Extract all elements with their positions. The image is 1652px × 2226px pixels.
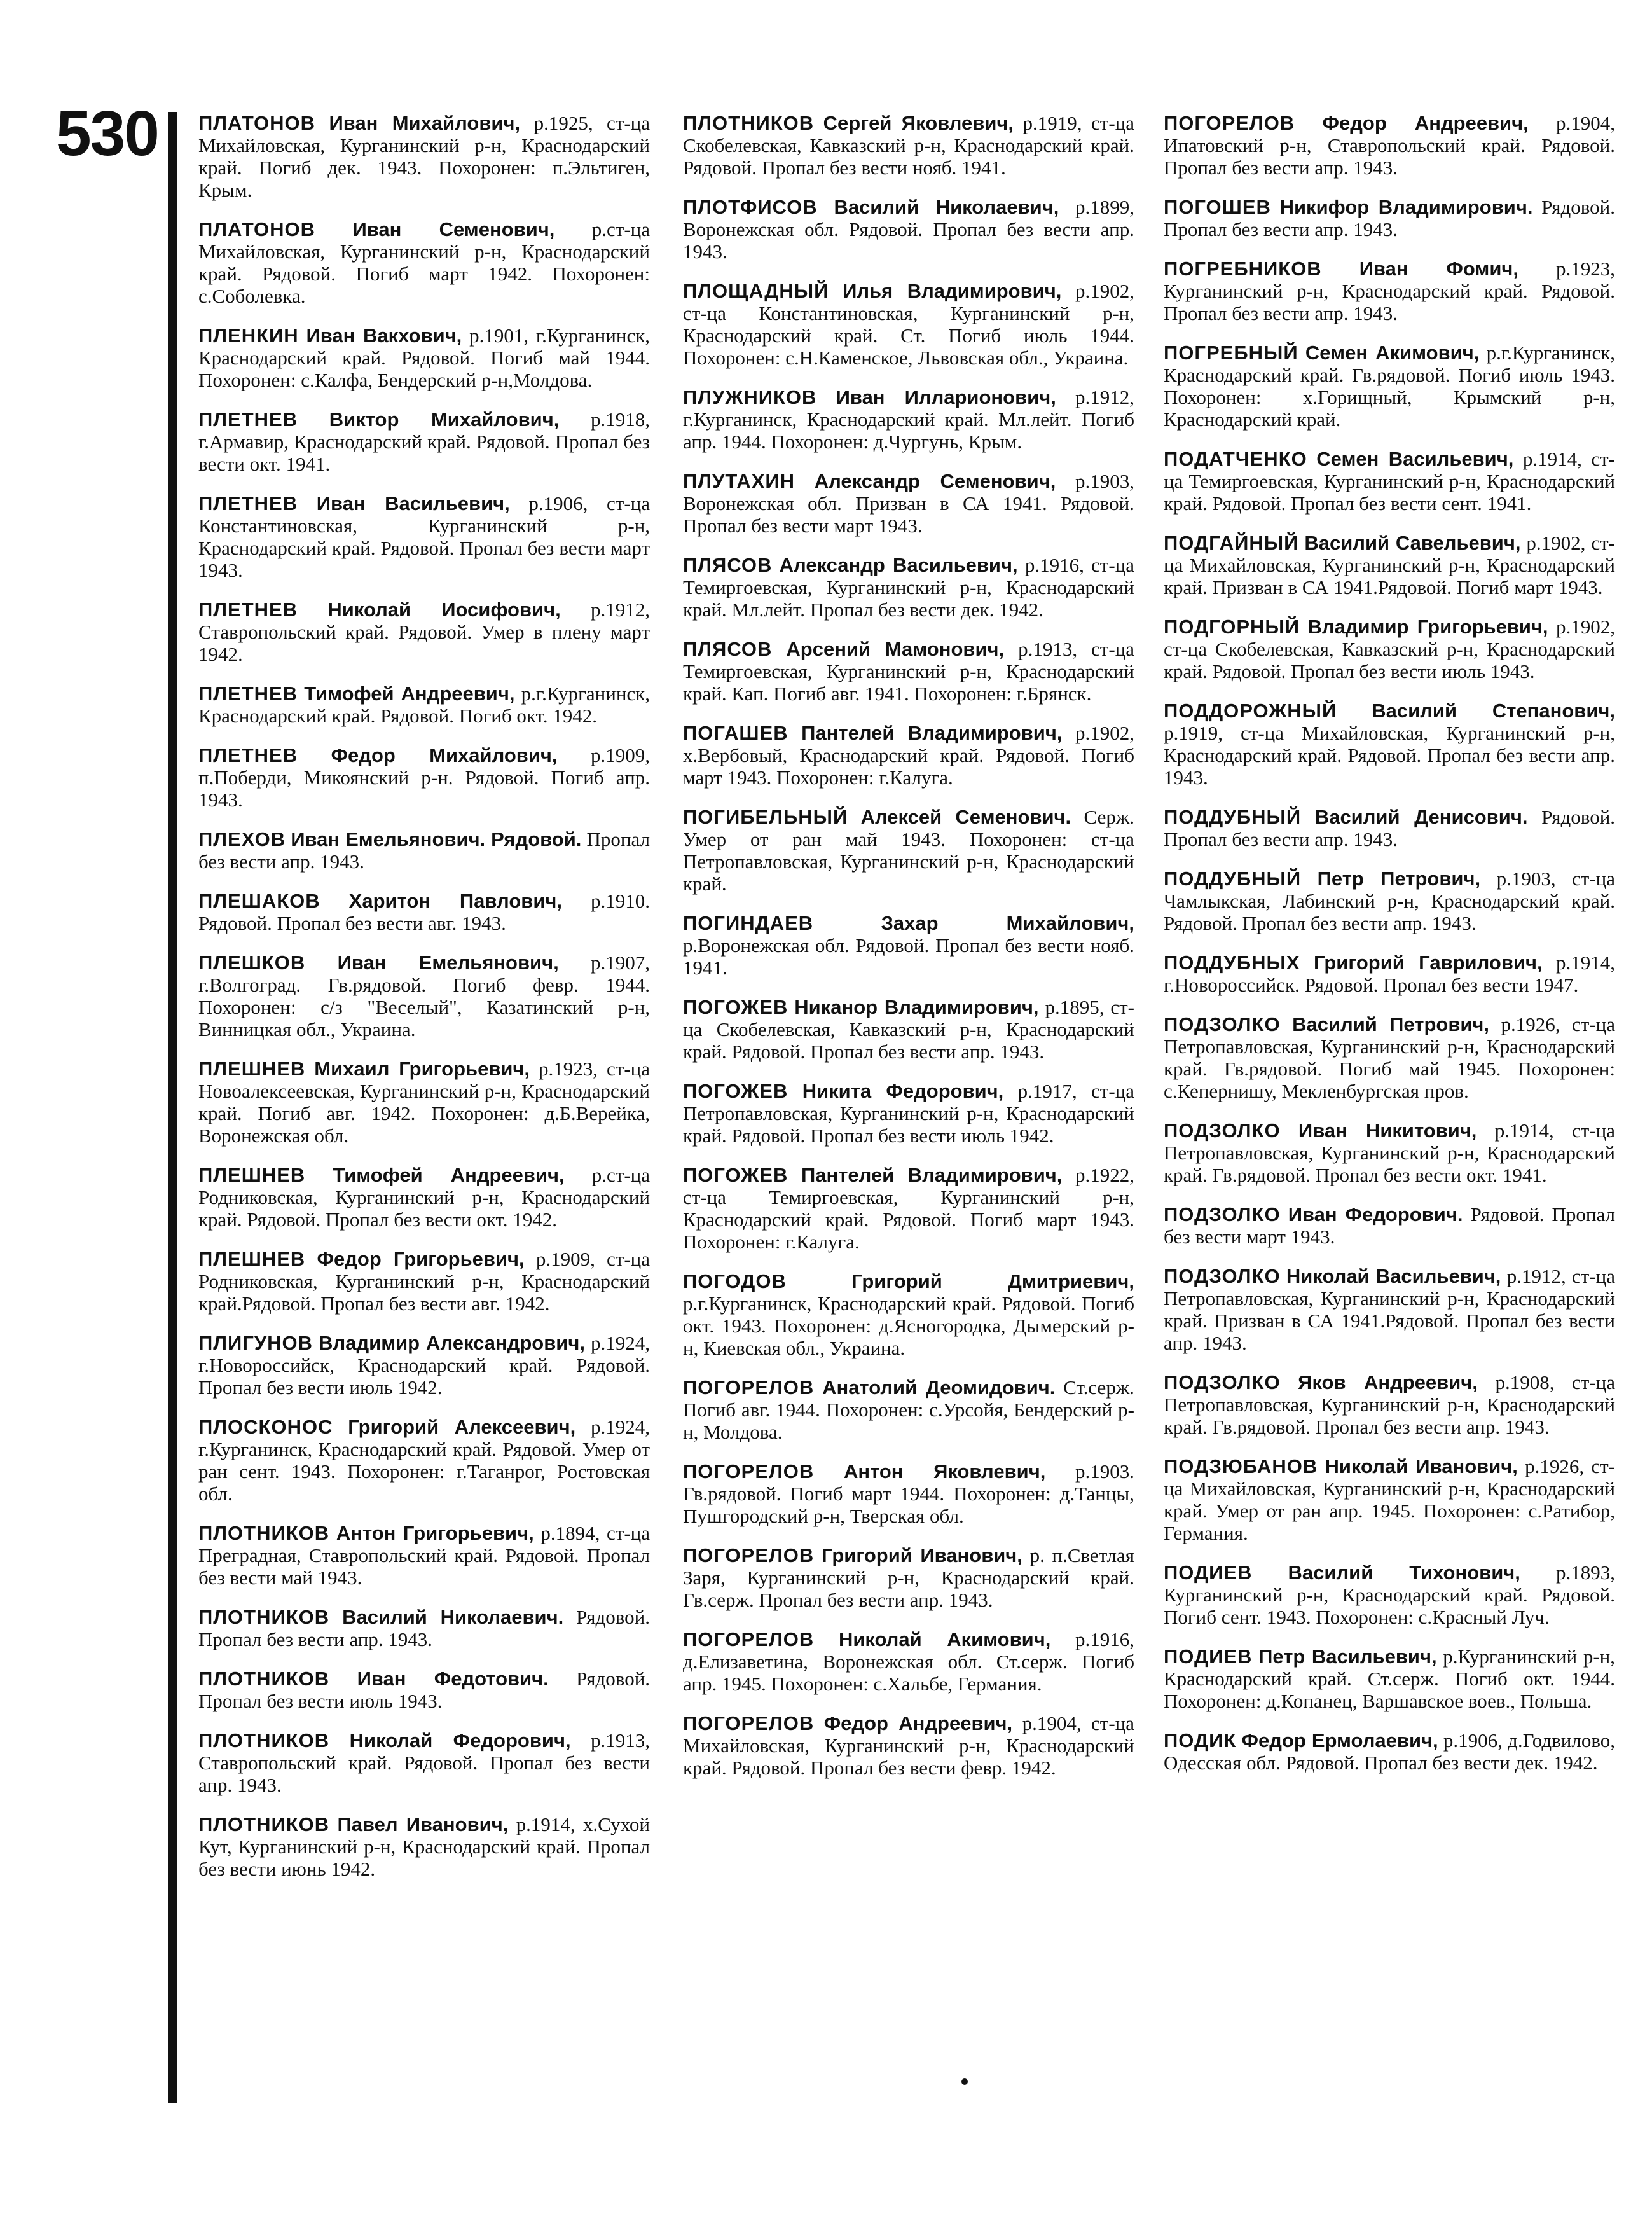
entry-given-names: Павел Иванович,	[337, 1813, 509, 1835]
person-entry	[683, 912, 1134, 979]
entry-given-names: Николай Васильевич,	[1286, 1265, 1501, 1287]
entry-surname: ПОДЗОЛКО	[1164, 1265, 1281, 1287]
person-entry	[1164, 1729, 1615, 1774]
entry-details: р.г.Курганинск, Краснодарский край. Гв.рядовой. Погиб июль 1943. Похоронен: х.Горищный, Крымский р-н, Краснодарский край.	[1164, 342, 1616, 431]
entry-given-names: Николай Иосифович,	[327, 598, 561, 621]
entry-surname: ПОДЗЮБАНОВ	[1164, 1455, 1318, 1477]
person-entry	[1164, 532, 1615, 598]
person-entry	[198, 1164, 650, 1231]
entry-details: р.1907, г.Волгоград. Гв.рядовой. Погиб февр. 1944. Похоронен: с/з "Веселый", Казатинский р-н, Винницкая обл., Украина.	[198, 951, 650, 1040]
entry-given-names: Николай Акимович,	[838, 1628, 1051, 1650]
entry-details: р.1926, ст-ца Петропавловская, Курганинский р-н, Краснодарский край. Гв.рядовой. Погиб май 1945. Похоронен: с.Кепернишу, Мекленбургская пров.	[1164, 1013, 1615, 1102]
entry-details: р.1912, ст-ца Петропавловская, Курганинский р-н, Краснодарский край. Призван в СА 1941.Рядовой. Пропал без вести апр. 1943.	[1164, 1265, 1616, 1354]
entry-details: р.1917, ст-ца Петропавловская, Курганинский р-н, Краснодарский край. Рядовой. Пропал без вести июль 1942.	[683, 1080, 1134, 1147]
entry-details: Рядовой. Пропал без вести июль 1943.	[198, 1668, 650, 1712]
column-2	[683, 112, 1134, 1796]
entry-surname: ПЛОТНИКОВ	[198, 1729, 330, 1752]
person-entry	[1164, 1265, 1615, 1354]
entry-surname: ПЛЕШКОВ	[198, 951, 306, 974]
person-entry	[683, 1376, 1134, 1443]
entry-details: р.1901, г.Курганинск, Краснодарский край. Рядовой. Погиб май 1944. Похоронен: с.Калфа, Бендерский р-н,Молдова.	[198, 324, 650, 391]
entry-surname: ПЛОЩАДНЫЙ	[683, 280, 829, 302]
entry-surname: ПЛОТНИКОВ	[198, 1522, 330, 1544]
entry-given-names: Федор Григорьевич,	[317, 1248, 525, 1270]
entry-details: р.1906, д.Годвилово, Одесская обл. Рядовой. Пропал без вести дек. 1942.	[1164, 1729, 1616, 1774]
entry-surname: ПОДДУБНЫХ	[1164, 951, 1300, 974]
person-entry	[1164, 951, 1615, 996]
entry-surname: ПЛЕШНЕВ	[198, 1164, 306, 1186]
person-entry	[1164, 112, 1615, 179]
entry-given-names: Григорий Алексеевич,	[348, 1416, 576, 1438]
person-entry	[198, 492, 650, 581]
entry-given-names: Пантелей Владимирович,	[801, 722, 1063, 744]
entry-surname: ПЛАТОНОВ	[198, 112, 316, 134]
entry-given-names: Иван Федорович.	[1288, 1203, 1463, 1226]
entry-given-names: Петр Васильевич,	[1258, 1645, 1437, 1668]
person-entry	[683, 1080, 1134, 1147]
person-entry	[198, 112, 650, 201]
entry-details: р.1906, ст-ца Константиновская, Курганинский р-н, Краснодарский край. Рядовой. Пропал без вести март 1943.	[198, 492, 650, 581]
person-entry	[198, 682, 650, 727]
entry-surname: ПЛЕШНЕВ	[198, 1248, 306, 1270]
entry-details: р.1926, ст-ца Михайловская, Курганинский р-н, Краснодарский край. Умер от ран апр. 1945. Похоронен: с.Ратибор, Германия.	[1164, 1455, 1616, 1544]
entry-surname: ПОДИК	[1164, 1729, 1237, 1752]
entry-surname: ПЛЕШАКОВ	[198, 890, 320, 912]
entry-surname: ПЛОТНИКОВ	[198, 1813, 330, 1835]
person-entry	[198, 744, 650, 811]
entry-given-names: Антон Григорьевич,	[336, 1522, 534, 1544]
person-entry	[198, 1606, 650, 1650]
person-entry	[683, 280, 1134, 369]
entry-surname: ПОГОРЕЛОВ	[683, 1460, 815, 1483]
entry-details: р.1923, ст-ца Новоалексеевская, Курганинский р-н, Краснодарский край. Погиб авг. 1942. Похоронен: д.Б.Верейка, Воронежская обл.	[198, 1058, 650, 1147]
entry-given-names: Михаил Григорьевич,	[314, 1058, 530, 1080]
entry-given-names: Григорий Иванович,	[821, 1544, 1022, 1566]
entry-details: р.1912, г.Курганинск, Краснодарский край. Мл.лейт. Погиб апр. 1944. Похоронен: д.Чургунь, Крым.	[683, 386, 1135, 453]
entry-given-names: Семен Акимович,	[1305, 342, 1480, 364]
person-entry	[198, 1729, 650, 1796]
entry-details: р.1922, ст-ца Темиргоевская, Курганинский р-н, Краснодарский край. Рядовой. Погиб март 1943. Похоронен: г.Калуга.	[683, 1164, 1134, 1253]
entry-details: р.1914, г.Новороссийск. Рядовой. Пропал без вести 1947.	[1164, 951, 1616, 996]
person-entry	[683, 386, 1134, 453]
entry-given-names: Тимофей Андреевич,	[333, 1164, 565, 1186]
person-entry	[683, 996, 1134, 1063]
entry-given-names: Иван Вакхович,	[306, 324, 462, 347]
entry-given-names: Василий Савельевич,	[1304, 532, 1521, 554]
entry-surname: ПЛЕТНЕВ	[198, 408, 298, 431]
person-entry	[683, 1628, 1134, 1695]
entry-given-names: Петр Петрович,	[1317, 868, 1481, 890]
entry-details: р.Курганинский р-н, Краснодарский край. Ст.серж. Погиб окт. 1944. Похоронен: д.Копанец, Варшавское воев., Польша.	[1164, 1645, 1615, 1712]
dot-mark	[961, 2078, 968, 2085]
entry-given-names: Александр Васильевич,	[779, 554, 1018, 576]
person-entry	[198, 408, 650, 475]
person-entry	[683, 722, 1134, 789]
person-entry	[683, 112, 1134, 179]
entry-surname: ПОДЗОЛКО	[1164, 1203, 1281, 1226]
entry-details: р.1904, Ипатовский р-н, Ставропольский край. Рядовой. Пропал без вести апр. 1943.	[1164, 112, 1616, 179]
entry-surname: ПЛОТФИСОВ	[683, 196, 818, 218]
entry-details: р.1902, ст-ца Константиновская, Курганинский р-н, Краснодарский край. Ст. Погиб июль 1944. Похоронен: с.Н.Каменское, Львовская обл., Украина.	[683, 280, 1135, 369]
entry-given-names: Сергей Яковлевич,	[823, 112, 1014, 134]
person-entry	[683, 470, 1134, 537]
entry-details: р.г.Курганинск, Краснодарский край. Рядовой. Погиб окт. 1943. Похоронен: д.Ясногородка, Дымерский р-н, Киевская обл., Украина.	[683, 1292, 1134, 1359]
entry-surname: ПОДДУБНЫЙ	[1164, 868, 1302, 890]
person-entry	[683, 1460, 1134, 1527]
entry-surname: ПЛОТНИКОВ	[198, 1606, 330, 1628]
entry-given-names: Иван Емельянович. Рядовой.	[291, 828, 582, 850]
entry-details: р.1919, ст-ца Михайловская, Курганинский р-н, Краснодарский край. Рядовой. Пропал без вести апр. 1943.	[1164, 722, 1615, 789]
entry-given-names: Василий Степанович,	[1372, 700, 1615, 722]
entry-surname: ПЛЕТНЕВ	[198, 682, 298, 705]
entry-details: р.1919, ст-ца Скобелевская, Кавказский р-н, Краснодарский край. Рядовой. Пропал без вести нояб. 1941.	[683, 112, 1135, 179]
entry-given-names: Никита Федорович,	[802, 1080, 1004, 1102]
person-entry	[198, 218, 650, 307]
person-entry	[683, 1270, 1134, 1359]
entry-given-names: Антон Яковлевич,	[843, 1460, 1046, 1483]
entry-details: Рядовой. Пропал без вести апр. 1943.	[1164, 196, 1616, 240]
entry-surname: ПОГРЕБНЫЙ	[1164, 342, 1298, 364]
entry-surname: ПОДИЕВ	[1164, 1561, 1253, 1584]
entry-details: р.1912, Ставропольский край. Рядовой. Умер в плену март 1942.	[198, 598, 650, 665]
entry-surname: ПЛУЖНИКОВ	[683, 386, 817, 408]
entry-surname: ПОГОРЕЛОВ	[683, 1544, 815, 1566]
entry-details: р.1914, ст-ца Темиргоевская, Курганинский р-н, Краснодарский край. Рядовой. Пропал без вести сент. 1941.	[1164, 448, 1615, 515]
entry-details: р.1899, Воронежская обл. Рядовой. Пропал без вести апр. 1943.	[683, 196, 1134, 263]
entry-surname: ПОГОЖЕВ	[683, 1164, 788, 1186]
entry-given-names: Григорий Дмитриевич,	[851, 1270, 1134, 1292]
entry-given-names: Николай Иванович,	[1325, 1455, 1518, 1477]
person-entry	[198, 1332, 650, 1399]
entry-surname: ПОДГОРНЫЙ	[1164, 616, 1300, 638]
entry-details: р.1893, Курганинский р-н, Краснодарский край. Рядовой. Погиб сент. 1943. Похоронен: с.Красный Луч.	[1164, 1561, 1615, 1628]
person-entry	[683, 554, 1134, 621]
entry-details: Рядовой. Пропал без вести март 1943.	[1164, 1203, 1616, 1248]
entry-surname: ПОГОРЕЛОВ	[1164, 112, 1295, 134]
page-number: 530	[56, 98, 158, 169]
entry-surname: ПОГИНДАЕВ	[683, 912, 814, 934]
entry-surname: ПОГОРЕЛОВ	[683, 1376, 815, 1399]
entry-surname: ПОДЗОЛКО	[1164, 1119, 1281, 1142]
entry-given-names: Николай Федорович,	[349, 1729, 571, 1752]
entry-surname: ПЛОТНИКОВ	[683, 112, 815, 134]
person-entry	[198, 828, 650, 873]
person-entry	[1164, 616, 1615, 682]
person-entry	[1164, 1561, 1615, 1628]
entry-surname: ПЛЯСОВ	[683, 554, 773, 576]
entry-details: р.Воронежская обл. Рядовой. Пропал без вести нояб. 1941.	[683, 934, 1134, 979]
entry-given-names: Алексей Семенович.	[860, 806, 1071, 828]
entry-given-names: Семен Васильевич,	[1316, 448, 1514, 470]
person-entry	[198, 1416, 650, 1505]
entry-surname: ПЛОТНИКОВ	[198, 1668, 330, 1690]
entry-given-names: Иван Семенович,	[352, 218, 555, 240]
person-entry	[683, 806, 1134, 895]
entry-given-names: Василий Николаевич,	[834, 196, 1059, 218]
entry-details: р.1904, ст-ца Михайловская, Курганинский р-н, Краснодарский край. Рядовой. Пропал без вести февр. 1942.	[683, 1712, 1134, 1779]
entry-given-names: Иван Илларионович,	[836, 386, 1056, 408]
entry-surname: ПОДЗОЛКО	[1164, 1013, 1281, 1035]
person-entry	[1164, 1203, 1615, 1248]
person-entry	[1164, 1371, 1615, 1438]
entry-given-names: Арсений Мамонович,	[786, 638, 1005, 660]
entry-details: р.1918, г.Армавир, Краснодарский край. Рядовой. Пропал без вести окт. 1941.	[198, 408, 650, 475]
person-entry	[1164, 700, 1615, 789]
entry-given-names: Александр Семенович,	[814, 470, 1056, 492]
entry-surname: ПОГОРЕЛОВ	[683, 1712, 815, 1734]
entry-given-names: Василий Тихонович,	[1288, 1561, 1520, 1584]
entry-surname: ПОГИБЕЛЬНЫЙ	[683, 806, 848, 828]
entry-given-names: Василий Петрович,	[1292, 1013, 1490, 1035]
entry-details: Серж. Умер от ран май 1943. Похоронен: ст-ца Петропавловская, Курганинский р-н, Краснодарский край.	[683, 806, 1135, 895]
entry-given-names: Федор Андреевич,	[1322, 112, 1529, 134]
entry-surname: ПОГОЖЕВ	[683, 996, 788, 1018]
entry-details: р.1895, ст-ца Скобелевская, Кавказский р-н, Краснодарский край. Рядовой. Пропал без вести апр. 1943.	[683, 996, 1134, 1063]
person-entry	[683, 1164, 1134, 1253]
entry-given-names: Иван Фомич,	[1359, 258, 1519, 280]
person-entry	[1164, 1455, 1615, 1544]
entry-surname: ПЛЕТНЕВ	[198, 598, 298, 621]
entry-details: Рядовой. Пропал без вести апр. 1943.	[198, 1606, 650, 1650]
entry-surname: ПЛУТАХИН	[683, 470, 795, 492]
entry-surname: ПЛЕТНЕВ	[198, 492, 298, 515]
entry-details: р.1914, х.Сухой Кут, Курганинский р-н, Краснодарский край. Пропал без вести июнь 1942.	[198, 1813, 650, 1880]
entry-details: р.1902, х.Вербовый, Краснодарский край. Рядовой. Погиб март 1943. Похоронен: г.Калуга.	[683, 722, 1135, 789]
entry-details: р.1909, п.Поберди, Микоянский р-н. Рядовой. Погиб апр. 1943.	[198, 744, 650, 811]
entry-details: р.1903, Воронежская обл. Призван в СА 1941. Рядовой. Пропал без вести март 1943.	[683, 470, 1135, 537]
entry-details: р.1902, ст-ца Михайловская, Курганинский р-н, Краснодарский край. Призван в СА 1941.Рядовой. Погиб март 1943.	[1164, 532, 1615, 598]
entry-given-names: Тимофей Андреевич,	[304, 682, 515, 705]
entry-given-names: Григорий Гаврилович,	[1313, 951, 1543, 974]
person-entry	[198, 951, 650, 1040]
person-entry	[198, 1813, 650, 1880]
entry-surname: ПОДЗОЛКО	[1164, 1371, 1281, 1393]
entry-surname: ПЛЯСОВ	[683, 638, 773, 660]
entry-given-names: Никанор Владимирович,	[794, 996, 1039, 1018]
entry-given-names: Харитон Павлович,	[348, 890, 562, 912]
person-entry	[683, 1544, 1134, 1611]
column-3	[1164, 112, 1615, 1791]
margin-rule	[168, 112, 177, 2103]
entry-surname: ПОДГАЙНЫЙ	[1164, 532, 1299, 554]
entry-surname: ПОДДОРОЖНЫЙ	[1164, 700, 1337, 722]
person-entry	[1164, 1013, 1615, 1102]
entry-surname: ПЛЕШНЕВ	[198, 1058, 306, 1080]
person-entry	[1164, 342, 1615, 431]
column-1	[198, 112, 650, 1897]
entry-given-names: Иван Васильевич,	[316, 492, 510, 515]
entry-given-names: Владимир Григорьевич,	[1307, 616, 1548, 638]
person-entry	[1164, 448, 1615, 515]
entry-details: р.1923, Курганинский р-н, Краснодарский край. Рядовой. Пропал без вести апр. 1943.	[1164, 258, 1615, 324]
person-entry	[683, 1712, 1134, 1779]
entry-given-names: Василий Денисович.	[1314, 806, 1528, 828]
entry-details: р. п.Светлая Заря, Курганинский р-н, Краснодарский край. Гв.серж. Пропал без вести апр. 1943.	[683, 1544, 1135, 1611]
entry-details: р.1916, ст-ца Темиргоевская, Курганинский р-н, Краснодарский край. Мл.лейт. Пропал без вести дек. 1942.	[683, 554, 1135, 621]
entry-given-names: Иван Никитович,	[1298, 1119, 1477, 1142]
entry-surname: ПОГОЖЕВ	[683, 1080, 788, 1102]
entry-given-names: Федор Михайлович,	[331, 744, 558, 766]
entry-details: р.1916, д.Елизаветина, Воронежская обл. Ст.серж. Погиб апр. 1945. Похоронен: с.Хальбе, Германия.	[683, 1628, 1135, 1695]
entry-details: р.1910. Рядовой. Пропал без вести авг. 1943.	[198, 890, 650, 934]
entry-given-names: Федор Андреевич,	[823, 1712, 1013, 1734]
entry-given-names: Владимир Александрович,	[319, 1332, 585, 1354]
entry-details: р.1908, ст-ца Петропавловская, Курганинский р-н, Краснодарский край. Гв.рядовой. Пропал без вести апр. 1943.	[1164, 1371, 1615, 1438]
entry-details: р.1924, г.Курганинск, Краснодарский край. Рядовой. Умер от ран сент. 1943. Похоронен: г.Таганрог, Ростовская обл.	[198, 1416, 650, 1505]
entry-given-names: Захар Михайлович,	[881, 912, 1135, 934]
entry-surname: ПОГАШЕВ	[683, 722, 788, 744]
person-entry	[198, 890, 650, 934]
entry-details: р.ст-ца Михайловская, Курганинский р-н, Краснодарский край. Рядовой. Погиб март 1942. Похоронен: с.Соболевка.	[198, 218, 650, 307]
entry-surname: ПЛОСКОНОС	[198, 1416, 333, 1438]
entry-details: р.г.Курганинск, Краснодарский край. Рядовой. Погиб окт. 1942.	[198, 682, 650, 727]
entry-given-names: Федор Ермолаевич,	[1241, 1729, 1438, 1752]
person-entry	[198, 598, 650, 665]
person-entry	[198, 1058, 650, 1147]
entry-details: р.1902, ст-ца Скобелевская, Кавказский р-н, Краснодарский край. Рядовой. Пропал без вести июль 1943.	[1164, 616, 1615, 682]
entry-surname: ПЛЕТНЕВ	[198, 744, 298, 766]
person-entry	[683, 196, 1134, 263]
entry-details: р.ст-ца Родниковская, Курганинский р-н, Краснодарский край. Рядовой. Пропал без вести окт. 1942.	[198, 1164, 650, 1231]
entry-surname: ПОГОРЕЛОВ	[683, 1628, 815, 1650]
person-entry	[1164, 1119, 1615, 1186]
person-entry	[1164, 868, 1615, 934]
person-entry	[683, 638, 1134, 705]
entry-details: Рядовой. Пропал без вести апр. 1943.	[1164, 806, 1616, 850]
entry-surname: ПОГОШЕВ	[1164, 196, 1271, 218]
entry-details: Пропал без вести апр. 1943.	[198, 828, 650, 873]
entry-surname: ПЛИГУНОВ	[198, 1332, 313, 1354]
entry-given-names: Иван Федотович.	[357, 1668, 549, 1690]
entry-surname: ПОГРЕБНИКОВ	[1164, 258, 1322, 280]
entry-details: р.1903. Гв.рядовой. Погиб март 1944. Похоронен: д.Танцы, Пушгородский р-н, Тверская обл.	[683, 1460, 1135, 1527]
entry-details: Ст.серж. Погиб авг. 1944. Похоронен: с.Урсойя, Бендерский р-н, Молдова.	[683, 1376, 1134, 1443]
entry-surname: ПЛЕНКИН	[198, 324, 299, 347]
person-entry	[1164, 1645, 1615, 1712]
entry-given-names: Иван Емельянович,	[337, 951, 559, 974]
entry-details: р.1909, ст-ца Родниковская, Курганинский р-н, Краснодарский край.Рядовой. Пропал без вести авг. 1942.	[198, 1248, 650, 1315]
person-entry	[198, 324, 650, 391]
entry-surname: ПОГОДОВ	[683, 1270, 787, 1292]
person-entry	[198, 1522, 650, 1589]
entry-details: р.1894, ст-ца Преградная, Ставропольский край. Рядовой. Пропал без вести май 1943.	[198, 1522, 650, 1589]
person-entry	[1164, 258, 1615, 324]
person-entry	[198, 1248, 650, 1315]
entry-given-names: Илья Владимирович,	[843, 280, 1062, 302]
entry-given-names: Виктор Михайлович,	[329, 408, 560, 431]
person-entry	[198, 1668, 650, 1712]
entry-details: р.1913, ст-ца Темиргоевская, Курганинский р-н, Краснодарский край. Кап. Погиб авг. 1941. Похоронен: г.Брянск.	[683, 638, 1135, 705]
person-entry	[1164, 806, 1615, 850]
entry-surname: ПОДДУБНЫЙ	[1164, 806, 1302, 828]
entry-given-names: Пантелей Владимирович,	[801, 1164, 1063, 1186]
entry-given-names: Никифор Владимирович.	[1279, 196, 1533, 218]
entry-surname: ПОДИЕВ	[1164, 1645, 1253, 1668]
entry-surname: ПЛЕХОВ	[198, 828, 286, 850]
entry-given-names: Анатолий Деомидович.	[822, 1376, 1056, 1399]
person-entry	[1164, 196, 1615, 240]
entry-given-names: Василий Николаевич.	[342, 1606, 564, 1628]
entry-given-names: Иван Михайлович,	[329, 112, 521, 134]
entry-details: р.1914, ст-ца Петропавловская, Курганинский р-н, Краснодарский край. Гв.рядовой. Пропал без вести окт. 1941.	[1164, 1119, 1616, 1186]
entry-surname: ПОДАТЧЕНКО	[1164, 448, 1307, 470]
entry-given-names: Яков Андреевич,	[1298, 1371, 1478, 1393]
entry-details: р.1903, ст-ца Чамлыкская, Лабинский р-н, Краснодарский край. Рядовой. Пропал без вести апр. 1943.	[1164, 868, 1616, 934]
entry-details: р.1925, ст-ца Михайловская, Курганинский р-н, Краснодарский край. Погиб дек. 1943. Похоронен: п.Эльтиген, Крым.	[198, 112, 650, 201]
entry-details: р.1924, г.Новороссийск, Краснодарский край. Рядовой. Пропал без вести июль 1942.	[198, 1332, 650, 1399]
entry-surname: ПЛАТОНОВ	[198, 218, 316, 240]
entry-details: р.1913, Ставропольский край. Рядовой. Пропал без вести апр. 1943.	[198, 1729, 650, 1796]
